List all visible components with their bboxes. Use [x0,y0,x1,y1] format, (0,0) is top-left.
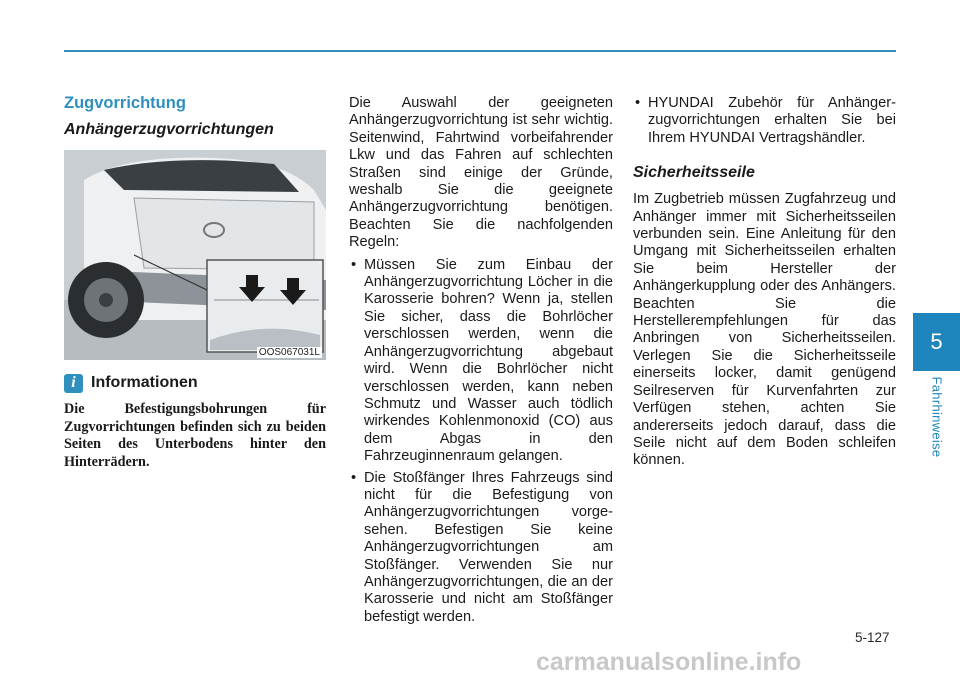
list-item: • Müssen Sie zum Einbau der Anhängerzugvorrichtung Löcher in die Karosserie bohren? Wenn ja, stellen Sie sicher, dass die Bohrlöcher verschlossen werden, wenn die Anhängerzugvorrichtung abgebaut wird. Wenn die Bohrlöcher nicht verschlossen werden, kann neben Schmutz und Wasser auch tödlich wirkendes Kohlenmonoxid (CO) aus dem Abgas in den Fahrzeuginnenraum gelangen. [349,257,613,466]
column-left [64,92,326,471]
chapter-name: Fahrhinweise [929,376,945,458]
rules-list [349,257,613,627]
list-item: • Die Stoßfänger Ihres Fahrzeugs sind nicht für die Befestigung von Anhängerzugvorrichtungen vorge-sehen. Befestigen Sie keine Anhängerzugvorrichtungen am Stoßfänger. Verwenden Sie nur Anhängerzugvorrichtungen, die an der Karosserie und nicht am Stoßfänger befestigt werden. [349,470,613,627]
sub-title: Anhängerzugvorrichtungen [64,121,274,138]
chapter-number: 5 [930,329,943,354]
vehicle-rear-figure [64,150,326,360]
info-title: Informationen [91,374,198,391]
info-body: Die Befestigungsbohrungen für Zugvorrichtungen befinden sich zu beiden Seiten des Unterbodens hinter den Hinterrädern. [64,401,326,470]
column-middle [349,95,613,630]
watermark: carmanualsonline.info [536,648,802,676]
chapter-name-vertical [914,372,960,462]
page-number: 5-127 [855,630,890,645]
vehicle-illustration [64,150,326,360]
list-item: • HYUNDAI Zubehör für Anhänger-zugvorrichtungen erhalten Sie bei Ihrem HYUNDAI Vertragshändler. [633,95,896,147]
safety-ropes-paragraph: Im Zugbetrieb müssen Zugfahrzeug und Anhänger immer mit Sicherheitsseilen verbunden sein. Eine Anleitung für den Umgang mit Sicherheitsseilen erhalten Sie beim Hersteller der Anhängerkupplung oder des Anhängers. Beachten Sie die Herstellerempfehlungen für das Anbringen von Sicherheitsseilen. Verlegen Sie die Sicherheitsseile einerseits locker, damit genügend Seilreserven für Kurvenfahrten zur Verfügen stehen, achten Sie andererseits jedoch darauf, dass die Seile nicht auf dem Boden schleifen können. [633,191,896,469]
safety-ropes-heading: Sicherheitsseile [633,164,755,182]
header-rule [64,50,896,52]
figure-label: OOS067031L [258,347,320,358]
info-header [64,372,326,394]
accessory-list [633,95,896,147]
info-icon: i [64,374,83,393]
intro-paragraph: Die Auswahl der geeigneten Anhängerzugvorrichtung ist sehr wichtig. Seitenwind, Fahrtwind vorbeifahrender Lkw und das Fahren auf schlechten Straßen sind einige der Gründe, weshalb Sie die geeignete Anhängerzugvorrichtung benötigen. Beachten Sie die nachfolgenden Regeln: [349,95,613,251]
section-title: Zugvorrichtung [64,94,186,112]
chapter-number-tab[interactable] [913,313,960,371]
column-right [633,95,896,470]
